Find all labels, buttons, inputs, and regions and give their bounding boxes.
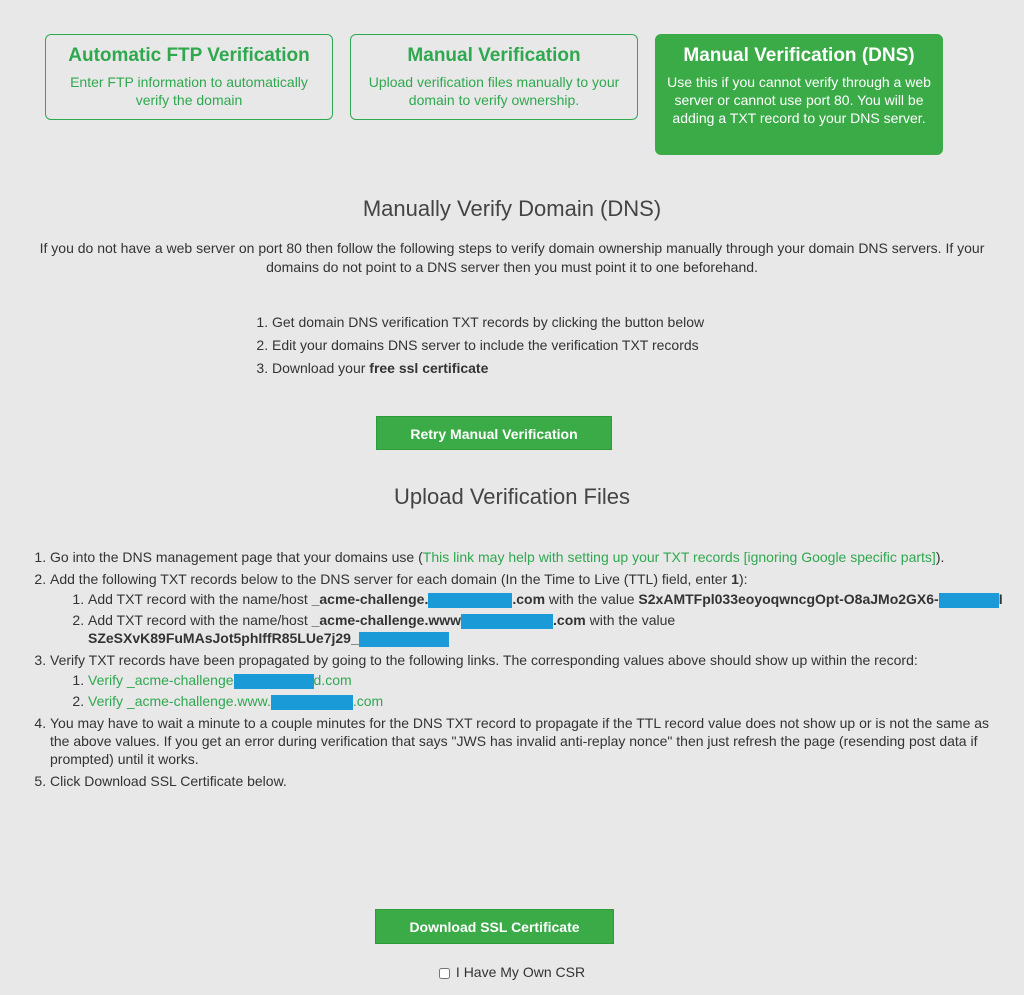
card-title: Manual Verification: [407, 45, 581, 66]
own-csr-label[interactable]: I Have My Own CSR: [439, 964, 585, 980]
list-item: 1. Get domain DNS verification TXT records by clicking the button below: [272, 311, 704, 334]
redacted-block: [359, 632, 449, 647]
list-item: 3. Download your free ssl certificate: [272, 357, 704, 380]
own-csr-option: [0, 964, 1024, 980]
automatic-ftp-card[interactable]: [45, 34, 333, 120]
verify-link-item: [88, 671, 1010, 689]
list-item: 1. Go into the DNS management page that your domains use (This link may help with setting up your TXT records [ignoring Google specific parts]).: [50, 548, 1010, 566]
redacted-block: [271, 695, 353, 710]
manual-dns-card[interactable]: [655, 34, 943, 155]
txt-records-help-link[interactable]: This link may help with setting up your TXT records [ignoring Google specific parts]: [422, 549, 936, 565]
instructions-list: [26, 548, 1010, 794]
list-item: 2. Add the following TXT records below to the DNS server for each domain (In the Time to Live (TTL) field, enter 1): 1. Add TXT record with the name/host _acme-challenge. .com with the value S2xAMTFpl033eoyoqwncgOpt-O8aJMo2GX6- I 2. Add TXT record with the name/host _acme-challenge.www .com with the value SZeSXvK89FuMAsJot5phIffR85LUe7j29_: [50, 570, 1010, 647]
record-host: _acme-challenge.www .com: [311, 612, 586, 628]
record-value: SZeSXvK89FuMAsJot5phIffR85LUe7j29_: [88, 630, 449, 646]
retry-manual-verification-button[interactable]: Retry Manual Verification: [376, 416, 612, 450]
list-item: 2. Edit your domains DNS server to include the verification TXT records: [272, 334, 704, 357]
redacted-block: [428, 593, 512, 608]
download-ssl-certificate-button[interactable]: Download SSL Certificate: [375, 909, 614, 944]
card-description: Use this if you cannot verify through a web server or cannot use port 80. You will be adding a TXT record to your DNS server.: [667, 74, 931, 126]
redacted-block: [939, 593, 999, 608]
card-title: Automatic FTP Verification: [68, 45, 310, 66]
redacted-block: [461, 614, 553, 629]
card-title: Manual Verification (DNS): [683, 45, 915, 66]
redacted-block: [234, 674, 314, 689]
dns-intro-text: If you do not have a web server on port 80 then follow the following steps to verify domain ownership manually through your domain DNS servers. If your domains do not point to a DNS server then you must point it to one beforehand.: [39, 240, 985, 275]
manual-verification-card[interactable]: [350, 34, 638, 120]
list-item: 3. Verify TXT records have been propagated by going to the following links. The corresponding values above should show up within the record: 1. Verify _acme-challenge d.com 2. Verify _acme-challenge.www. .com: [50, 651, 1010, 710]
verify-link-item: [88, 692, 1010, 710]
txt-record-item: 2. Add TXT record with the name/host _acme-challenge.www .com with the value SZeSXvK89FuMAsJot5phIffR85LUe7j29_: [88, 611, 1010, 647]
txt-record-item: 1. Add TXT record with the name/host _acme-challenge. .com with the value S2xAMTFpl033eoyoqwncgOpt-O8aJMo2GX6- I: [88, 590, 1010, 608]
upload-section-title: Upload Verification Files: [393, 484, 630, 509]
list-item: 5. Click Download SSL Certificate below.: [50, 772, 1010, 790]
list-item: 4. You may have to wait a minute to a couple minutes for the DNS TXT record to propagate if the TTL record value does not show up or is not the same as the above values. If you get an error during verification that says "JWS has invalid anti-replay nonce" then just refresh the page (resending post data if prompted) until it works.: [50, 714, 1010, 768]
own-csr-checkbox[interactable]: [439, 968, 450, 979]
dns-section-title: Manually Verify Domain (DNS): [362, 196, 662, 221]
dns-steps-list: [250, 311, 704, 380]
verify-acme-challenge-www-link[interactable]: Verify _acme-challenge.www. .com: [88, 693, 384, 709]
record-value: S2xAMTFpl033eoyoqwncgOpt-O8aJMo2GX6- I: [638, 591, 1003, 607]
verify-links-list: [50, 671, 1010, 710]
card-description: Enter FTP information to automatically verify the domain: [70, 74, 308, 108]
verify-acme-challenge-link[interactable]: Verify _acme-challenge d.com: [88, 672, 352, 688]
verification-method-cards: [45, 34, 945, 156]
card-description: Upload verification files manually to your domain to verify ownership.: [368, 74, 620, 108]
txt-records-list: [50, 590, 1010, 647]
free-ssl-emphasis: free ssl certificate: [369, 360, 489, 376]
record-host: _acme-challenge. .com: [311, 591, 546, 607]
